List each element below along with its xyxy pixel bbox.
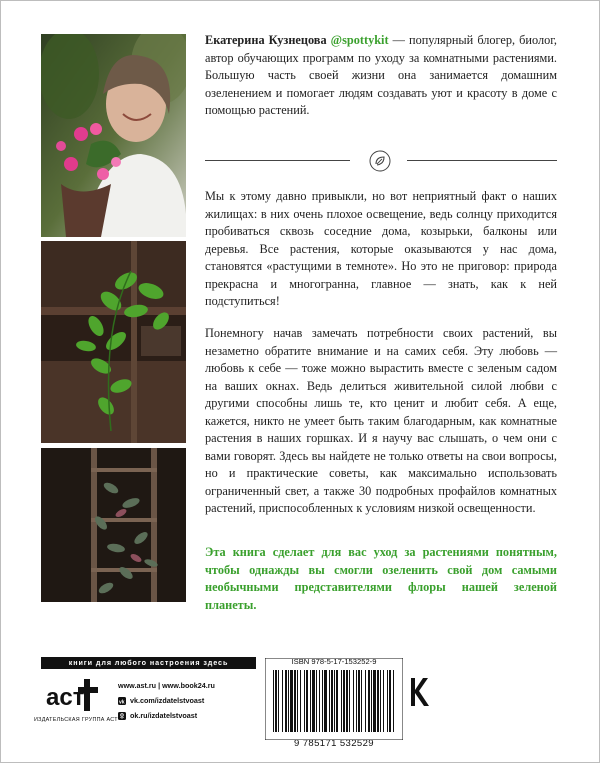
svg-text:vk: vk (119, 698, 125, 705)
ok-link[interactable]: ok.ru/izdatelstvoast (130, 711, 198, 720)
leaf-ornament-icon (369, 150, 391, 172)
barcode-bar (312, 670, 315, 732)
barcode-bar (331, 670, 333, 732)
barcode-bar (316, 670, 317, 732)
vk-link[interactable]: vk.com/izdatelstvoast (130, 696, 205, 705)
plant-shelf-photo (41, 241, 186, 443)
barcode-bar (377, 670, 379, 732)
barcode-bar (334, 670, 335, 732)
barcode-bar (380, 670, 381, 732)
paragraph-1: Мы к этому давно привыкли, но вот неприятный факт о наших жилищах: в них очень плохое освещение, ведь солнцу приходится пробиваться сквозь соседние дома, козырьки, балконы или деревья. Все растения, которые оказываются у нас дома, становятся «растущими в темноте». Но это не приговор: природа прекрасна и многогранна, главное — знать, как к ней подступиться! (205, 189, 557, 308)
ornament-divider (205, 150, 557, 172)
ast-logo (44, 675, 100, 715)
barcode-bar (300, 670, 301, 732)
barcode-bar (322, 670, 323, 732)
barcode-bar (341, 670, 342, 732)
barcode-bar (356, 670, 357, 732)
ok-icon (118, 712, 126, 720)
vk-icon (118, 697, 126, 705)
barcode-bar (373, 670, 376, 732)
barcode-bar (273, 670, 274, 732)
barcode-bar (368, 670, 370, 732)
barcode-bar (294, 670, 296, 732)
barcode-bar (297, 670, 298, 732)
barcode-bar (358, 670, 360, 732)
barcode-bar (393, 670, 394, 732)
barcode-bar (346, 670, 348, 732)
barcode-bar (290, 670, 293, 732)
barcode-bar (365, 670, 366, 732)
paragraph-highlight: Эта книга сделает для вас уход за растениями понятным, чтобы однажды вы смогли озеленить свой дом самыми необычными представителями флоры нашей зеленой планеты. (205, 545, 557, 612)
barcode-bar (319, 670, 320, 732)
author-handle[interactable]: @spottykit (330, 33, 389, 47)
barcode-bar (343, 670, 345, 732)
publisher-name: ИЗДАТЕЛЬСКАЯ ГРУППА АСТ (34, 717, 118, 723)
barcode-bar (275, 670, 277, 732)
barcode-bar (349, 670, 350, 732)
barcode-bar (383, 670, 384, 732)
barcode (265, 658, 403, 740)
hanging-plant-photo (41, 448, 186, 602)
barcode-bar (324, 670, 327, 732)
k-mark-icon (408, 676, 430, 708)
barcode-bar (387, 670, 388, 732)
author-name: Екатерина Кузнецова (205, 33, 327, 47)
slogan-band: книги для любого настроения здесь (41, 657, 256, 669)
barcode-bar (288, 670, 289, 732)
barcode-bar (306, 670, 308, 732)
barcode-bar (310, 670, 311, 732)
author-photo (41, 34, 186, 237)
author-bio-text: — популярный блогер, биолог, автор обучающих программ по уходу за комнатными растениями. Большую часть своей жизни она занимается домашним озеленением и помогает людям создавать уют и красоту в доме с помощью растений. (205, 33, 558, 117)
barcode-bar (282, 670, 283, 732)
ean-number: 9 785171 532529 (294, 738, 374, 749)
barcode-bar (336, 670, 338, 732)
author-bio (205, 32, 557, 120)
barcode-bar (278, 670, 279, 732)
barcode-bar (361, 670, 362, 732)
paragraph-2: Понемногу начав замечать потребности своих растений, вы незаметно обратите внимание и на самих себя. Эту любовь — любовь к себе — тоже можно вырастить вместе с зеленым садом на ваших окнах. Ведь делиться живительной силой любви с другими способны лишь те, кто ценит и любит себя. А еще, кажется, никто не умеет быть таким благодарным, как комнатные растения в наших горшках. И я научу вас слышать, о чем они с вами говорят. Здесь вы найдете не только ответы на свои вопросы, но и практические советы, как максимально использовать ограниченный свет, а также 30 подробных профайлов комнатных растений, приспособленных к условиям низкой освещенности. (205, 326, 557, 515)
publisher-links (118, 678, 215, 723)
barcode-bar (304, 670, 305, 732)
barcode-bar (371, 670, 372, 732)
svg-text:аст: аст (46, 684, 85, 711)
barcode-bar (353, 670, 354, 732)
sites-link[interactable]: www.ast.ru | www.book24.ru (118, 681, 215, 690)
isbn-number: ISBN 978-5-17-153252-9 (291, 657, 377, 666)
barcode-bar (285, 670, 287, 732)
barcode-bar (329, 670, 330, 732)
barcode-bar (389, 670, 391, 732)
